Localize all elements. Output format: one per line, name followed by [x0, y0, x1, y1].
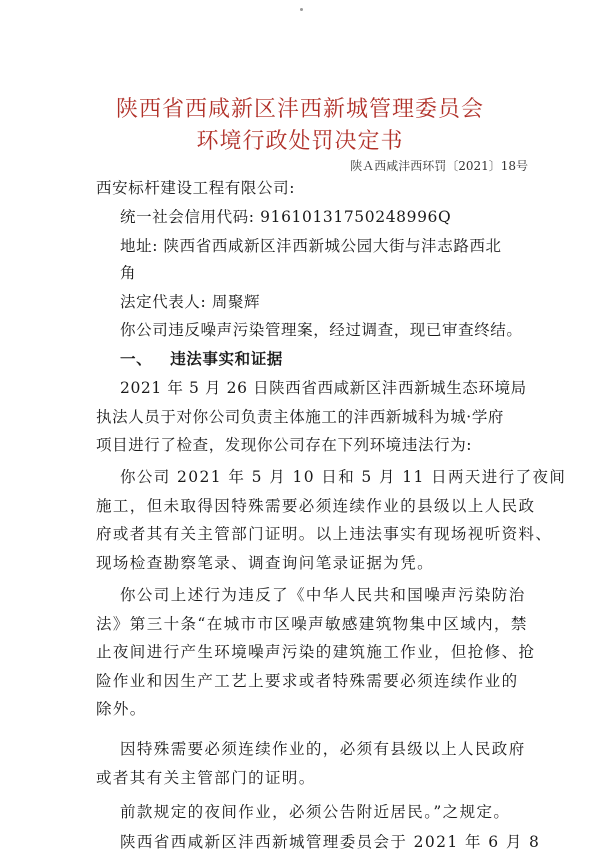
paragraph-line: 施工，但未取得因特殊需要必须连续作业的县级以上人民政 — [96, 497, 536, 515]
paragraph-line: 或者其有关主管部门的证明。 — [96, 769, 316, 787]
paragraph-line: 府或者其有关主管部门证明。以上违法事实有现场视听资料、 — [96, 525, 553, 543]
credit-code: 统一社会信用代码: 91610131750248996Q — [120, 208, 452, 226]
document-title-line2: 环境行政处罚决定书 — [196, 129, 404, 154]
paragraph-line: 因特殊需要必须连续作业的，必须有县级以上人民政府 — [120, 740, 526, 758]
paragraph-line: 陕西省西咸新区沣西新城管理委员会于 2021 年 6 月 8 — [120, 833, 541, 851]
recipient: 西安标杆建设工程有限公司: — [96, 179, 296, 197]
document-number: 陕Ａ西咸沣西环罚〔2021〕18号 — [350, 159, 528, 173]
paragraph-line: 项目进行了检查，发现你公司存在下列环境违法行为: — [96, 436, 473, 454]
paragraph-line: 执法人员于对你公司负责主体施工的沣西新城科为城·学府 — [96, 408, 505, 426]
intro-text: 你公司违反噪声污染管理案，经过调查，现已审查终结。 — [120, 321, 523, 339]
paragraph-line: 止夜间进行产生环境噪声污染的建筑施工作业，但抢修、抢 — [96, 643, 536, 661]
address-line1: 地址: 陕西省西咸新区沣西新城公园大街与沣志路西北 — [120, 237, 502, 255]
paragraph-line: 除外。 — [96, 700, 147, 718]
paragraph-line: 你公司 2021 年 5 月 10 日和 5 月 11 日两天进行了夜间 — [120, 468, 567, 486]
section-heading — [120, 347, 550, 369]
paragraph-line: 2021 年 5 月 26 日陕西省西咸新区沣西新城生态环境局 — [120, 379, 527, 397]
paragraph-line: 险作业和因生产工艺上要求或者特殊需要必须连续作业的 — [96, 672, 519, 690]
legal-representative: 法定代表人: 周聚辉 — [120, 293, 261, 311]
paragraph-line: 现场检查勘察笔录、调查询问笔录证据为凭。 — [96, 554, 435, 572]
scan-dot — [300, 8, 303, 11]
address-line2: 角 — [120, 264, 137, 282]
paragraph-line: 法》第三十条“在城市市区噪声敏感建筑物集中区域内，禁 — [96, 615, 528, 633]
paragraph-line: 前款规定的夜间作业，必须公告附近居民。”之规定。 — [120, 803, 511, 821]
section-title: 违法事实和证据 — [170, 349, 283, 368]
paragraph-line: 你公司上述行为违反了《中华人民共和国噪声污染防治 — [120, 586, 526, 604]
document-title-line1: 陕西省西咸新区沣西新城管理委员会 — [115, 97, 484, 122]
section-number: 一、 — [120, 349, 153, 368]
